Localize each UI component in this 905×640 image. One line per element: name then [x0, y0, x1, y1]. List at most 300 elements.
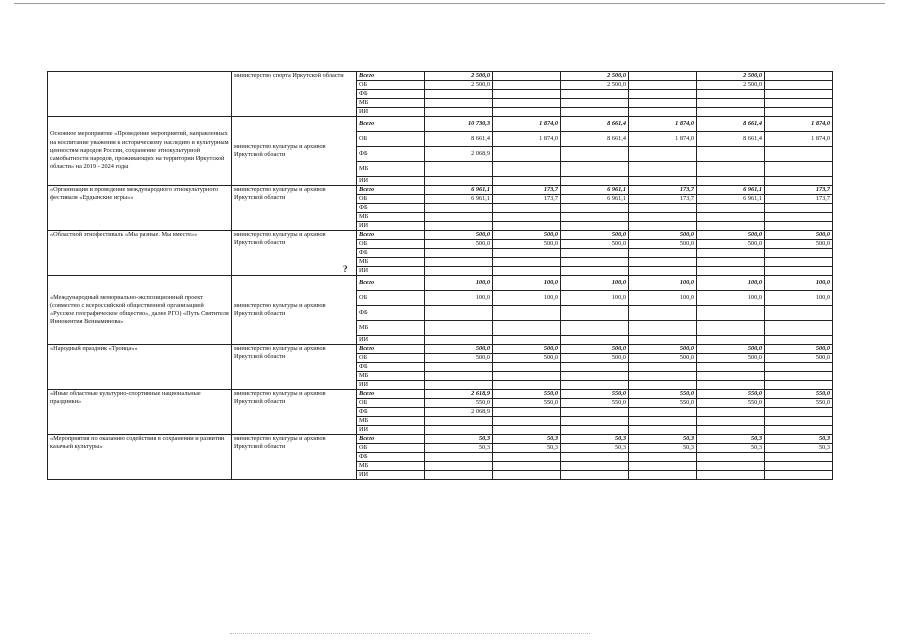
amount-cell: [425, 471, 493, 480]
amount-cell: [425, 90, 493, 99]
amount-cell: [561, 372, 629, 381]
amount-cell: [629, 213, 697, 222]
amount-cell: [697, 453, 765, 462]
amount-cell: 8 661,4: [697, 132, 765, 147]
amount-cell: 50,3: [561, 435, 629, 444]
funding-source-cell: МБ: [357, 99, 425, 108]
amount-cell: [561, 306, 629, 321]
amount-cell: [493, 372, 561, 381]
amount-cell: 500,0: [425, 345, 493, 354]
funding-source-cell: Всего: [357, 72, 425, 81]
table-row: [48, 117, 833, 132]
amount-cell: 50,3: [561, 444, 629, 453]
amount-cell: 500,0: [425, 231, 493, 240]
funding-source-cell: ОБ: [357, 81, 425, 90]
amount-cell: [629, 381, 697, 390]
amount-cell: [697, 408, 765, 417]
amount-cell: [493, 471, 561, 480]
amount-cell: [629, 471, 697, 480]
amount-cell: 100,0: [493, 291, 561, 306]
amount-cell: [493, 222, 561, 231]
amount-cell: [493, 363, 561, 372]
amount-cell: 550,0: [629, 399, 697, 408]
amount-cell: [629, 336, 697, 345]
table-row: [48, 276, 833, 291]
amount-cell: 173,7: [493, 186, 561, 195]
amount-cell: [561, 453, 629, 462]
amount-cell: [697, 471, 765, 480]
amount-cell: [765, 222, 833, 231]
amount-cell: [765, 372, 833, 381]
amount-cell: [697, 426, 765, 435]
amount-cell: 500,0: [629, 240, 697, 249]
amount-cell: [629, 108, 697, 117]
amount-cell: 550,0: [697, 399, 765, 408]
table-row: [48, 186, 833, 195]
amount-cell: [493, 177, 561, 186]
amount-cell: 2 500,0: [697, 81, 765, 90]
amount-cell: 550,0: [697, 390, 765, 399]
funding-source-cell: ИИ: [357, 471, 425, 480]
amount-cell: [697, 147, 765, 162]
amount-cell: 50,3: [629, 444, 697, 453]
amount-cell: [493, 147, 561, 162]
amount-cell: [561, 426, 629, 435]
amount-cell: [425, 363, 493, 372]
activity-name-cell: «Народный праздник «Троица»»: [48, 345, 232, 390]
amount-cell: [765, 177, 833, 186]
amount-cell: [629, 306, 697, 321]
amount-cell: [561, 108, 629, 117]
funding-source-cell: Всего: [357, 276, 425, 291]
amount-cell: 500,0: [561, 345, 629, 354]
amount-cell: [765, 471, 833, 480]
amount-cell: 2 618,9: [425, 390, 493, 399]
funding-source-cell: ФБ: [357, 453, 425, 462]
funding-source-cell: МБ: [357, 258, 425, 267]
amount-cell: [697, 336, 765, 345]
amount-cell: [493, 306, 561, 321]
amount-cell: 1 874,0: [765, 117, 833, 132]
amount-cell: 550,0: [493, 390, 561, 399]
amount-cell: [697, 213, 765, 222]
table-row: [48, 345, 833, 354]
amount-cell: 550,0: [561, 399, 629, 408]
activity-name-cell: Основное мероприятие «Проведение мероприятий, направленных на воспитание уважения к историческому наследию и культурным ценностям народов России, сохранение этнокультурной самобытности народов, проживающих на территории Иркутской области» на 2019 - 2024 годы: [48, 117, 232, 186]
amount-cell: [765, 99, 833, 108]
amount-cell: [629, 147, 697, 162]
amount-cell: [629, 249, 697, 258]
amount-cell: 1 874,0: [493, 117, 561, 132]
amount-cell: [765, 306, 833, 321]
amount-cell: [561, 90, 629, 99]
amount-cell: [493, 453, 561, 462]
amount-cell: [561, 336, 629, 345]
amount-cell: 2 500,0: [425, 72, 493, 81]
amount-cell: 2 068,9: [425, 147, 493, 162]
table-row: [48, 72, 833, 81]
amount-cell: 50,3: [425, 444, 493, 453]
amount-cell: [425, 381, 493, 390]
amount-cell: [765, 213, 833, 222]
amount-cell: [493, 204, 561, 213]
amount-cell: [493, 321, 561, 336]
amount-cell: [425, 108, 493, 117]
responsible-executor-cell: министерство культуры и архивов Иркутской области: [232, 276, 357, 345]
activity-name-cell: [48, 72, 232, 117]
amount-cell: [697, 306, 765, 321]
amount-cell: [629, 426, 697, 435]
amount-cell: 500,0: [425, 354, 493, 363]
table-row: [48, 390, 833, 399]
funding-source-cell: МБ: [357, 462, 425, 471]
amount-cell: [561, 99, 629, 108]
amount-cell: [561, 222, 629, 231]
amount-cell: 173,7: [765, 195, 833, 204]
amount-cell: [493, 90, 561, 99]
amount-cell: [629, 177, 697, 186]
amount-cell: [765, 81, 833, 90]
amount-cell: [629, 408, 697, 417]
activity-name-cell: «Организация и проведение международного этнокультурного фестиваля «Ердынские игры»»: [48, 186, 232, 231]
amount-cell: 6 961,1: [425, 195, 493, 204]
amount-cell: [425, 267, 493, 276]
amount-cell: 550,0: [765, 390, 833, 399]
amount-cell: [493, 72, 561, 81]
amount-cell: 10 730,3: [425, 117, 493, 132]
funding-source-cell: Всего: [357, 390, 425, 399]
amount-cell: [425, 426, 493, 435]
amount-cell: [765, 162, 833, 177]
amount-cell: 100,0: [765, 276, 833, 291]
amount-cell: 173,7: [629, 195, 697, 204]
amount-cell: [629, 204, 697, 213]
amount-cell: 6 961,1: [697, 195, 765, 204]
activity-name-cell: «Международный мемориально-экспозиционный проект (совместно с всероссийской общественной организацией «Русское географическое общество», далее РГО) «Путь Святителя Иннокентия Вениаминова»: [48, 276, 232, 345]
amount-cell: 500,0: [765, 240, 833, 249]
activity-name-cell: «Иные областные культурно-спортивные национальные праздники»: [48, 390, 232, 435]
amount-cell: [697, 363, 765, 372]
amount-cell: [765, 462, 833, 471]
amount-cell: 50,3: [697, 435, 765, 444]
amount-cell: [697, 321, 765, 336]
amount-cell: [765, 336, 833, 345]
amount-cell: 500,0: [629, 345, 697, 354]
funding-source-cell: ОБ: [357, 354, 425, 363]
funding-source-cell: ИИ: [357, 222, 425, 231]
amount-cell: 8 661,4: [697, 117, 765, 132]
funding-source-cell: ОБ: [357, 132, 425, 147]
amount-cell: 50,3: [629, 435, 697, 444]
funding-source-cell: МБ: [357, 417, 425, 426]
responsible-executor-cell: министерство культуры и архивов Иркутской области: [232, 117, 357, 186]
amount-cell: [697, 90, 765, 99]
funding-source-cell: ИИ: [357, 381, 425, 390]
amount-cell: [425, 204, 493, 213]
amount-cell: [765, 381, 833, 390]
amount-cell: 500,0: [493, 231, 561, 240]
amount-cell: [493, 381, 561, 390]
amount-cell: 550,0: [493, 399, 561, 408]
amount-cell: [425, 417, 493, 426]
amount-cell: 100,0: [561, 291, 629, 306]
amount-cell: [629, 162, 697, 177]
amount-cell: [425, 222, 493, 231]
amount-cell: [493, 462, 561, 471]
funding-source-cell: МБ: [357, 162, 425, 177]
amount-cell: [493, 99, 561, 108]
amount-cell: [765, 363, 833, 372]
amount-cell: [697, 462, 765, 471]
amount-cell: [629, 417, 697, 426]
amount-cell: 6 961,1: [561, 195, 629, 204]
amount-cell: [425, 372, 493, 381]
amount-cell: 1 874,0: [493, 132, 561, 147]
amount-cell: 500,0: [493, 345, 561, 354]
funding-source-cell: ИИ: [357, 177, 425, 186]
amount-cell: 2 500,0: [697, 72, 765, 81]
amount-cell: [425, 177, 493, 186]
amount-cell: 50,3: [765, 435, 833, 444]
amount-cell: [561, 147, 629, 162]
amount-cell: 100,0: [697, 291, 765, 306]
amount-cell: 500,0: [629, 231, 697, 240]
amount-cell: 500,0: [697, 354, 765, 363]
amount-cell: 500,0: [629, 354, 697, 363]
amount-cell: [425, 462, 493, 471]
amount-cell: 500,0: [493, 240, 561, 249]
amount-cell: [629, 372, 697, 381]
funding-source-cell: ОБ: [357, 444, 425, 453]
amount-cell: 100,0: [629, 291, 697, 306]
amount-cell: [425, 99, 493, 108]
amount-cell: [561, 321, 629, 336]
amount-cell: [697, 381, 765, 390]
amount-cell: [425, 162, 493, 177]
amount-cell: 500,0: [697, 231, 765, 240]
amount-cell: 173,7: [493, 195, 561, 204]
amount-cell: [697, 204, 765, 213]
funding-source-cell: ФБ: [357, 90, 425, 99]
amount-cell: [493, 249, 561, 258]
amount-cell: [629, 222, 697, 231]
funding-source-cell: Всего: [357, 117, 425, 132]
amount-cell: [697, 108, 765, 117]
scan-top-border: [14, 3, 885, 4]
responsible-executor-cell: министерство культуры и архивов Иркутской области: [232, 390, 357, 435]
amount-cell: [697, 99, 765, 108]
amount-cell: 100,0: [493, 276, 561, 291]
budget-table: [47, 71, 833, 480]
amount-cell: 500,0: [493, 354, 561, 363]
amount-cell: [493, 426, 561, 435]
amount-cell: [629, 267, 697, 276]
amount-cell: 8 661,4: [561, 132, 629, 147]
amount-cell: [493, 408, 561, 417]
activity-name-cell: «Областной этнофестиваль «Мы разные. Мы вместе»»: [48, 231, 232, 276]
activity-name-cell: «Мероприятия по оказанию содействия в сохранении и развитии казачьей культуры»: [48, 435, 232, 480]
amount-cell: [493, 213, 561, 222]
amount-cell: 500,0: [561, 354, 629, 363]
amount-cell: 500,0: [765, 354, 833, 363]
amount-cell: [493, 336, 561, 345]
responsible-executor-cell: министерство спорта Иркутской области: [232, 72, 357, 117]
amount-cell: 500,0: [765, 231, 833, 240]
funding-source-cell: Всего: [357, 345, 425, 354]
table-row: [48, 435, 833, 444]
amount-cell: 100,0: [765, 291, 833, 306]
amount-cell: [561, 471, 629, 480]
amount-cell: 100,0: [425, 291, 493, 306]
amount-cell: 550,0: [629, 390, 697, 399]
amount-cell: [765, 258, 833, 267]
amount-cell: [425, 321, 493, 336]
funding-source-cell: МБ: [357, 372, 425, 381]
amount-cell: [425, 306, 493, 321]
amount-cell: 50,3: [425, 435, 493, 444]
amount-cell: [493, 267, 561, 276]
amount-cell: 8 661,4: [561, 117, 629, 132]
amount-cell: 6 961,1: [425, 186, 493, 195]
amount-cell: [629, 72, 697, 81]
amount-cell: [561, 267, 629, 276]
amount-cell: [765, 426, 833, 435]
amount-cell: 8 661,4: [425, 132, 493, 147]
amount-cell: 100,0: [697, 276, 765, 291]
amount-cell: [629, 321, 697, 336]
amount-cell: [561, 258, 629, 267]
funding-source-cell: ФБ: [357, 204, 425, 213]
amount-cell: 550,0: [561, 390, 629, 399]
amount-cell: 500,0: [561, 240, 629, 249]
amount-cell: [765, 147, 833, 162]
amount-cell: [765, 204, 833, 213]
amount-cell: [493, 258, 561, 267]
amount-cell: 2 500,0: [561, 81, 629, 90]
amount-cell: [629, 453, 697, 462]
scan-mark: ?: [343, 264, 348, 274]
amount-cell: [697, 372, 765, 381]
amount-cell: [425, 249, 493, 258]
funding-source-cell: ОБ: [357, 195, 425, 204]
amount-cell: 2 500,0: [425, 81, 493, 90]
amount-cell: 173,7: [765, 186, 833, 195]
amount-cell: 1 874,0: [629, 117, 697, 132]
scan-artifact: [230, 633, 590, 635]
funding-source-cell: ОБ: [357, 240, 425, 249]
funding-source-cell: Всего: [357, 231, 425, 240]
funding-source-cell: ФБ: [357, 363, 425, 372]
amount-cell: 500,0: [765, 345, 833, 354]
amount-cell: 50,3: [493, 435, 561, 444]
amount-cell: [561, 417, 629, 426]
amount-cell: 550,0: [765, 399, 833, 408]
amount-cell: [765, 321, 833, 336]
amount-cell: [493, 162, 561, 177]
amount-cell: [425, 453, 493, 462]
amount-cell: [765, 267, 833, 276]
funding-source-cell: ОБ: [357, 399, 425, 408]
amount-cell: 500,0: [561, 231, 629, 240]
amount-cell: [697, 249, 765, 258]
amount-cell: [425, 258, 493, 267]
amount-cell: [629, 99, 697, 108]
amount-cell: [629, 363, 697, 372]
amount-cell: [493, 108, 561, 117]
funding-source-cell: Всего: [357, 186, 425, 195]
amount-cell: [765, 72, 833, 81]
funding-source-cell: МБ: [357, 213, 425, 222]
amount-cell: 1 874,0: [629, 132, 697, 147]
amount-cell: [765, 108, 833, 117]
responsible-executor-cell: министерство культуры и архивов Иркутской области: [232, 435, 357, 480]
amount-cell: [493, 417, 561, 426]
amount-cell: [629, 258, 697, 267]
amount-cell: [561, 177, 629, 186]
funding-source-cell: ФБ: [357, 147, 425, 162]
amount-cell: [697, 162, 765, 177]
funding-source-cell: ФБ: [357, 306, 425, 321]
funding-source-cell: ИИ: [357, 426, 425, 435]
amount-cell: [561, 204, 629, 213]
amount-cell: [765, 90, 833, 99]
funding-source-cell: ОБ: [357, 291, 425, 306]
amount-cell: [765, 249, 833, 258]
amount-cell: 500,0: [697, 240, 765, 249]
amount-cell: 173,7: [629, 186, 697, 195]
amount-cell: [561, 162, 629, 177]
amount-cell: 50,3: [765, 444, 833, 453]
responsible-executor-cell: министерство культуры и архивов Иркутской области: [232, 231, 357, 276]
responsible-executor-cell: министерство культуры и архивов Иркутской области: [232, 345, 357, 390]
funding-source-cell: Всего: [357, 435, 425, 444]
amount-cell: [765, 453, 833, 462]
funding-source-cell: ИИ: [357, 336, 425, 345]
amount-cell: [561, 363, 629, 372]
amount-cell: 6 961,1: [697, 186, 765, 195]
amount-cell: [697, 258, 765, 267]
amount-cell: 100,0: [629, 276, 697, 291]
amount-cell: 50,3: [493, 444, 561, 453]
amount-cell: [697, 417, 765, 426]
responsible-executor-cell: министерство культуры и архивов Иркутской области: [232, 186, 357, 231]
amount-cell: 550,0: [425, 399, 493, 408]
amount-cell: [561, 408, 629, 417]
amount-cell: 2 500,0: [561, 72, 629, 81]
amount-cell: 500,0: [425, 240, 493, 249]
funding-source-cell: МБ: [357, 321, 425, 336]
amount-cell: [629, 90, 697, 99]
amount-cell: [697, 267, 765, 276]
amount-cell: 2 068,9: [425, 408, 493, 417]
amount-cell: 500,0: [697, 345, 765, 354]
amount-cell: 6 961,1: [561, 186, 629, 195]
amount-cell: 100,0: [561, 276, 629, 291]
amount-cell: [765, 417, 833, 426]
amount-cell: [697, 222, 765, 231]
amount-cell: [629, 81, 697, 90]
amount-cell: 50,3: [697, 444, 765, 453]
amount-cell: 1 874,0: [765, 132, 833, 147]
funding-source-cell: ФБ: [357, 408, 425, 417]
amount-cell: [493, 81, 561, 90]
amount-cell: [561, 381, 629, 390]
funding-source-cell: ФБ: [357, 249, 425, 258]
amount-cell: 100,0: [425, 276, 493, 291]
amount-cell: [561, 249, 629, 258]
amount-cell: [425, 213, 493, 222]
amount-cell: [697, 177, 765, 186]
